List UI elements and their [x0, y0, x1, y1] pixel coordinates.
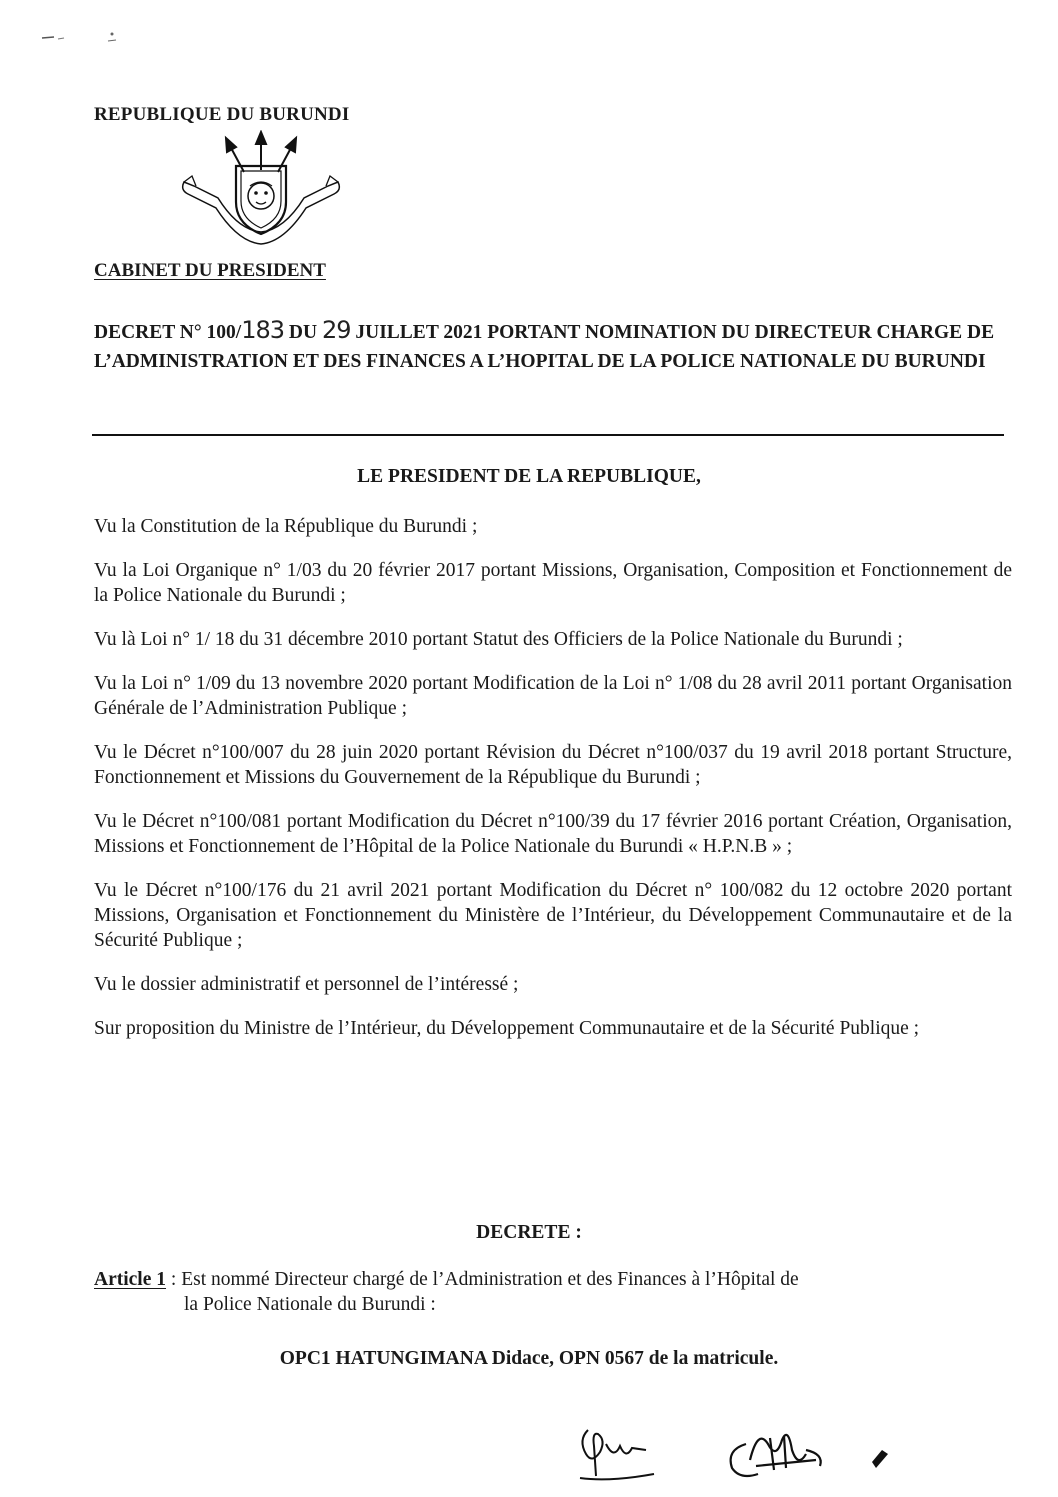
decree-number: 183 — [241, 316, 285, 344]
signatures — [570, 1420, 910, 1490]
article-label: Article 1 — [94, 1269, 167, 1290]
handwritten-signature-icon — [731, 1435, 821, 1476]
preamble-item: Vu la Loi n° 1/09 du 13 novembre 2020 portant Modification de la Loi n° 1/08 du 28 avril 2011 portant Organisation Générale de l’Administration Publique ; — [94, 673, 1012, 719]
country-heading: REPUBLIQUE DU BURUNDI — [94, 104, 350, 125]
preamble-item: Vu le Décret n°100/176 du 21 avril 2021 portant Modification du Décret n° 100/082 du 12 octobre 2020 portant Missions, Organisation et Fonctionnement du Ministère de l’Intérieur, du Développement Communautaire et de la Sécurité Publique ; — [94, 880, 1012, 951]
appointee-name: OPC1 HATUNGIMANA Didace, OPN 0567 de la matricule. — [279, 1348, 779, 1369]
preamble-item: Vu le Décret n°100/007 du 28 juin 2020 portant Révision du Décret n°100/037 du 19 avril 2018 portant Structure, Fonctionnement et Missions du Gouvernement de la République du Burundi ; — [94, 742, 1012, 788]
decree-rest: JUILLET 2021 PORTANT NOMINATION DU DIRECTEUR CHARGE DE L’ADMINISTRATION ET DES FINANCES A L’HOPITAL DE LA POLICE NATIONALE DU BURUNDI — [94, 322, 995, 372]
title-divider — [92, 434, 1004, 436]
decrete-heading: DECRETE : — [476, 1222, 582, 1243]
decree-middle: DU — [284, 322, 322, 343]
preamble-item: Vu le dossier administratif et personnel de l’intéressé ; — [94, 974, 519, 995]
preamble-item: Vu là Loi n° 1/ 18 du 31 décembre 2010 portant Statut des Officiers de la Police Nationale du Burundi ; — [94, 629, 903, 650]
decree-title — [94, 316, 1014, 376]
preamble-item: Vu la Loi Organique n° 1/03 du 20 février 2017 portant Missions, Organisation, Composition et Fonctionnement de la Police Nationale du Burundi ; — [94, 560, 1012, 606]
burundi-coat-of-arms-icon — [176, 130, 346, 250]
article-text-line2: la Police Nationale du Burundi : — [184, 1294, 436, 1315]
handwritten-initials-icon — [580, 1430, 654, 1479]
preamble-item: Vu le Décret n°100/081 portant Modification du Décret n°100/39 du 17 février 2016 portant Création, Organisation, Missions et Fonctionnement de l’Hôpital de la Police Nationale du Burundi « H.P.N.B » ; — [94, 811, 1012, 857]
decree-prefix: DECRET N° 100/ — [94, 322, 242, 343]
preamble-item: Sur proposition du Ministre de l’Intérieur, du Développement Communautaire et de la Sécurité Publique ; — [94, 1018, 920, 1039]
office-heading: CABINET DU PRESIDENT — [94, 260, 326, 281]
decree-day: 29 — [321, 316, 351, 344]
scan-specks — [40, 28, 120, 48]
article-text-line1: Est nommé Directeur chargé de l’Administration et des Finances à l’Hôpital de — [181, 1269, 799, 1290]
ink-mark — [872, 1450, 888, 1468]
article-1 — [94, 1267, 1014, 1317]
preamble-list — [94, 514, 1012, 1060]
president-heading: LE PRESIDENT DE LA REPUBLIQUE, — [357, 466, 701, 487]
preamble-item: Vu la Constitution de la République du Burundi ; — [94, 516, 478, 537]
article-separator: : — [166, 1269, 182, 1290]
